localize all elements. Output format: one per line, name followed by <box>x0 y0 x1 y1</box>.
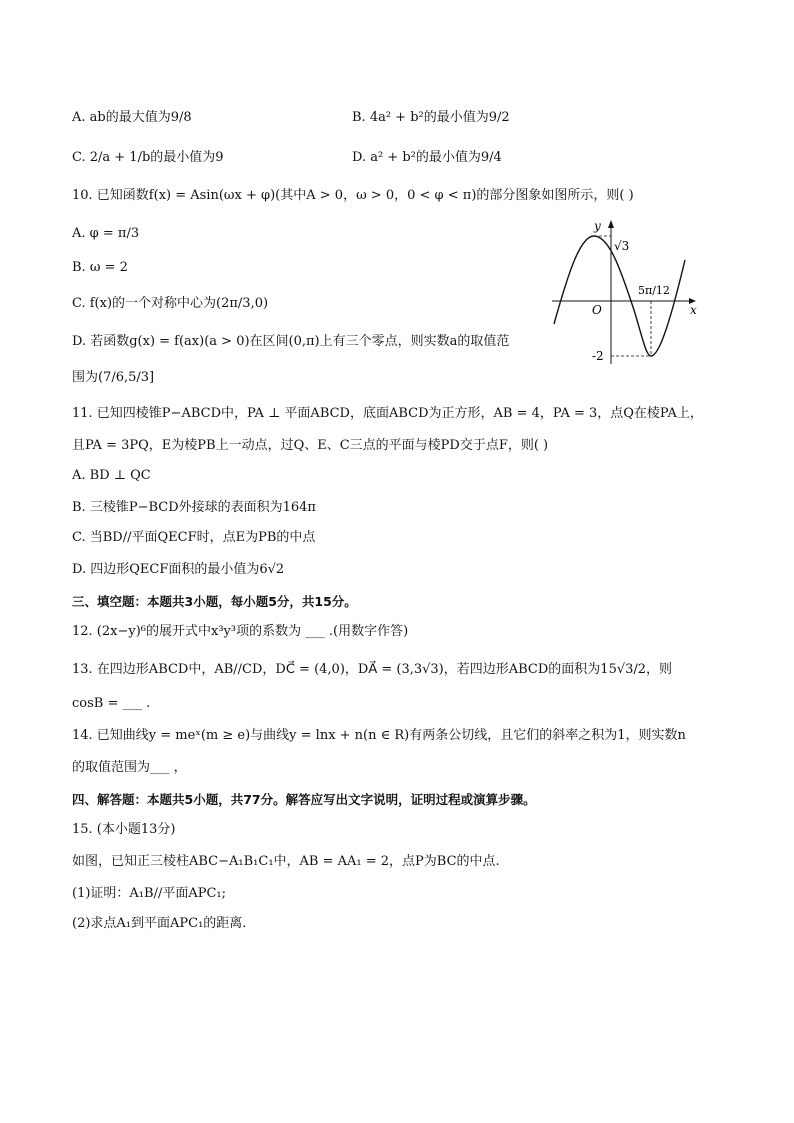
q12: 12. (2x−y)⁶的展开式中x³y³项的系数为 ___ .(用数字作答) <box>72 624 409 639</box>
q10-option-b: B. ω = 2 <box>72 260 128 275</box>
q10-option-c: C. f(x)的一个对称中心为(2π/3,0) <box>72 296 269 311</box>
x-tick-label: 5π/12 <box>638 284 670 297</box>
q11-stem-2: 且PA = 3PQ，E为棱PB上一动点，过Q、E、C三点的平面与棱PD交于点F，则( ) <box>72 438 549 453</box>
x-label: x <box>690 303 697 317</box>
section-4-heading: 四、解答题：本题共5小题，共77分。解答应写出文字说明，证明过程或演算步骤。 <box>72 792 536 807</box>
q9-option-b: B. 4a² + b²的最小值为9/2 <box>352 110 510 125</box>
q10-stem: 10. 已知函数f(x) = Asin(ωx + φ)(其中A > 0，ω > 0，0 < φ < π)的部分图象如图所示，则( ) <box>72 188 634 203</box>
q15-part-2: (2)求点A₁到平面APC₁的距离. <box>72 916 247 931</box>
min-label: -2 <box>592 349 604 363</box>
q11-option-c: C. 当BD//平面QECF时，点E为PB的中点 <box>72 530 316 545</box>
section-3-heading: 三、填空题：本题共3小题，每小题5分，共15分。 <box>72 594 357 609</box>
q11-option-b: B. 三棱锥P−BCD外接球的表面积为164π <box>72 500 316 515</box>
q9-option-d: D. a² + b²的最小值为9/4 <box>352 150 502 165</box>
q9-option-a: A. ab的最大值为9/8 <box>72 110 192 125</box>
q14-line-2: 的取值范围为___ ， <box>72 760 187 775</box>
q9-option-c: C. 2/a + 1/b的最小值为9 <box>72 150 224 165</box>
q13-line-2: cosB = ___ . <box>72 696 151 711</box>
q11-option-d: D. 四边形QECF面积的最小值为6√2 <box>72 562 285 577</box>
q14-line-1: 14. 已知曲线y = meˣ(m ≥ e)与曲线y = lnx + n(n ∈ R)有两条公切线，且它们的斜率之积为1，则实数n <box>72 728 686 743</box>
q10-sine-graph <box>548 214 704 374</box>
origin-label: O <box>592 303 602 317</box>
y-label: y <box>594 219 601 233</box>
q11-stem-1: 11. 已知四棱锥P−ABCD中，PA ⊥ 平面ABCD，底面ABCD为正方形，AB = 4，PA = 3，点Q在棱PA上， <box>72 406 703 421</box>
q10-option-d: D. 若函数g(x) = f(ax)(a > 0)在区间(0,π)上有三个零点，则实数a的取值范 <box>72 334 510 349</box>
max-label: √3 <box>614 239 630 253</box>
q15-part-1: (1)证明：A₁B//平面APC₁; <box>72 886 227 901</box>
q13-line-1: 13. 在四边形ABCD中，AB//CD，DC⃗ = (4,0)，DA⃗ = (3,3√3)，若四边形ABCD的面积为15√3/2，则 <box>72 662 673 677</box>
q10-option-d-cont: 围为(7/6,5/3] <box>72 370 155 385</box>
y-axis-arrow-icon <box>608 220 614 228</box>
q15-head: 15. (本小题13分) <box>72 822 176 837</box>
q10-option-a: A. φ = π/3 <box>72 226 140 241</box>
q15-stem: 如图，已知正三棱柱ABC−A₁B₁C₁中，AB = AA₁ = 2，点P为BC的中点. <box>72 854 500 869</box>
q11-option-a: A. BD ⊥ QC <box>72 468 151 483</box>
